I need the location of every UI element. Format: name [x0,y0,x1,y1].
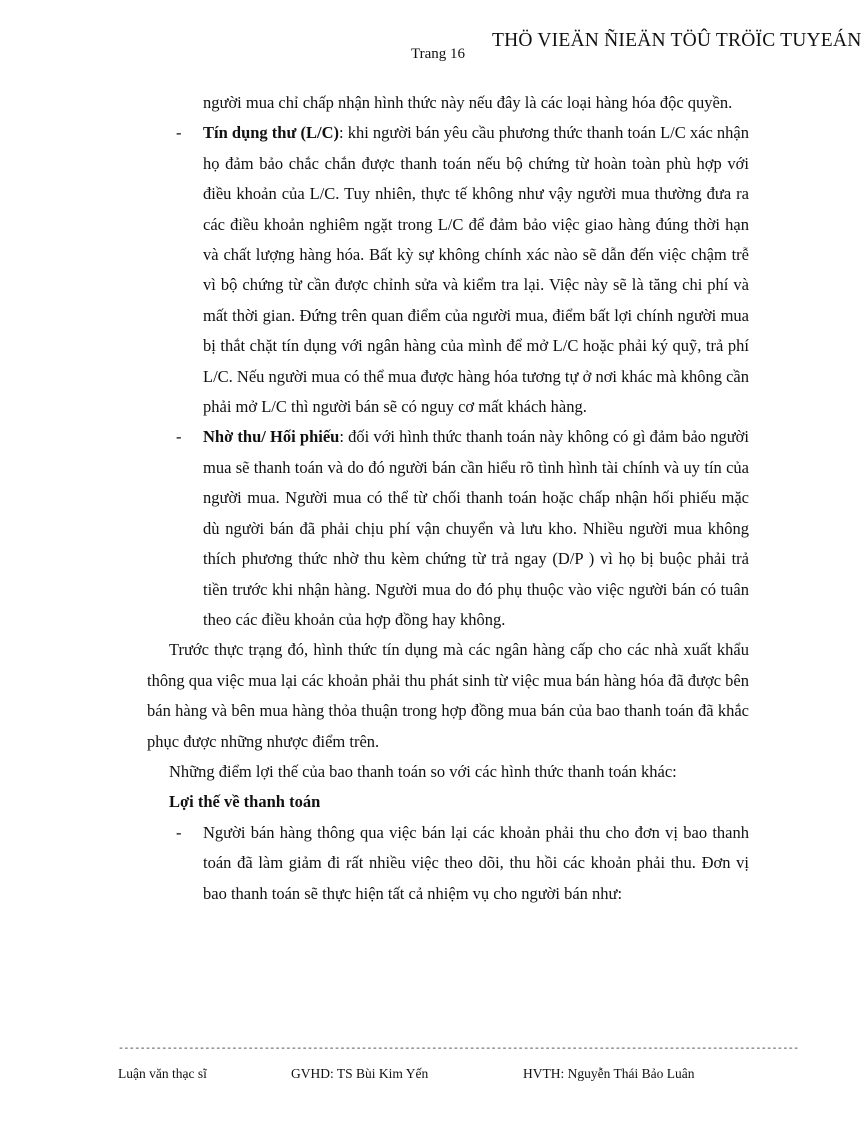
bullet-text: : đối với hình thức thanh toán này không có gì đảm bảo người mua sẽ thanh toán và do đó người bán cần hiểu rõ tình hình tài chính và uy tín của người mua. Người mua có thể từ chối thanh toán hoặc chấp nhận hối phiếu mặc dù người bán đã phải chịu phí vận chuyển và lưu kho. Nhiều người mua không thích phương thức nhờ thu kèm chứng từ trả ngay (D/P ) vì họ bị buộc phải trả tiền trước khi nhận hàng. Người mua do đó phụ thuộc vào việc người bán có tuân theo các điều khoản của hợp đồng hay không. [203,427,749,629]
footer-rule: ------------------------------------------------------------------------------------------------------------------------------ [118,1044,799,1055]
page-number: Trang 16 [411,46,466,62]
continued-paragraph: người mua chỉ chấp nhận hình thức này nếu đây là các loại hàng hóa độc quyền. [203,93,733,112]
bullet-text: : khi người bán yêu cầu phương thức thanh toán L/C xác nhận họ đảm bảo chắc chắn được thanh toán nếu bộ chứng từ hoàn toàn phù hợp với điều khoản của L/C. Tuy nhiên, thực tế không như vậy người mua thường đưa ra các điều khoản nghiêm ngặt trong L/C để đảm bảo việc giao hàng đúng thời hạn và chất lượng hàng hóa. Bất kỳ sự không chính xác nào sẽ dẫn đến việc chậm trễ vì bộ chứng từ cần được chỉnh sửa và kiểm tra lại. Việc này sẽ là tăng chi phí và mất thời gian. Đứng trên quan điểm của người mua, điểm bất lợi chính người mua bị thắt chặt tín dụng với ngân hàng của mình để mở L/C hoặc phải ký quỹ, trả phí L/C. Nếu người mua có thể mua được hàng hóa tương tự ở nơi khác mà không cần phải mở L/C thì người bán sẽ có nguy cơ mất khách hàng. [203,123,749,417]
bullet-dash: - [176,427,182,447]
footer-thesis-label: Luận văn thạc sĩ [118,1066,207,1081]
footer-supervisor: GVHD: TS Bùi Kim Yến [291,1066,429,1081]
bullet-letter-of-credit [147,118,749,422]
bullet-seller [147,818,749,909]
bullet-collection [147,422,749,635]
context-paragraph: Trước thực trạng đó, hình thức tín dụng mà các ngân hàng cấp cho các nhà xuất khẩu thông qua việc mua lại các khoản phải thu phát sinh từ việc mua bán hàng hóa đã được bên bán hàng và bên mua hàng thỏa thuận trong hợp đồng mua bán của bao thanh toán đã khắc phục được những nhược điểm trên. [147,640,749,751]
bullet-dash: - [176,123,182,143]
document-body [147,88,749,909]
section-heading: Lợi thế về thanh toán [169,792,321,812]
intro-paragraph: Những điểm lợi thế của bao thanh toán so với các hình thức thanh toán khác: [169,761,677,781]
bullet-title: Tín dụng thư (L/C) [203,123,339,143]
bullet-title: Nhờ thu/ Hối phiếu [203,427,340,447]
library-title: THÖ VIEÄN ÑIEÄN TÖÛ TRÖÏC TUYEÁN [492,30,861,51]
bullet-text: Người bán hàng thông qua việc bán lại các khoản phải thu cho đơn vị bao thanh toán đã làm giảm đi rất nhiều việc theo dõi, thu hồi các khoản phải thu. Đơn vị bao thanh toán sẽ thực hiện tất cả nhiệm vụ cho người bán như: [203,822,749,903]
bullet-dash: - [176,822,182,842]
footer-student: HVTH: Nguyễn Thái Bảo Luân [523,1066,695,1081]
